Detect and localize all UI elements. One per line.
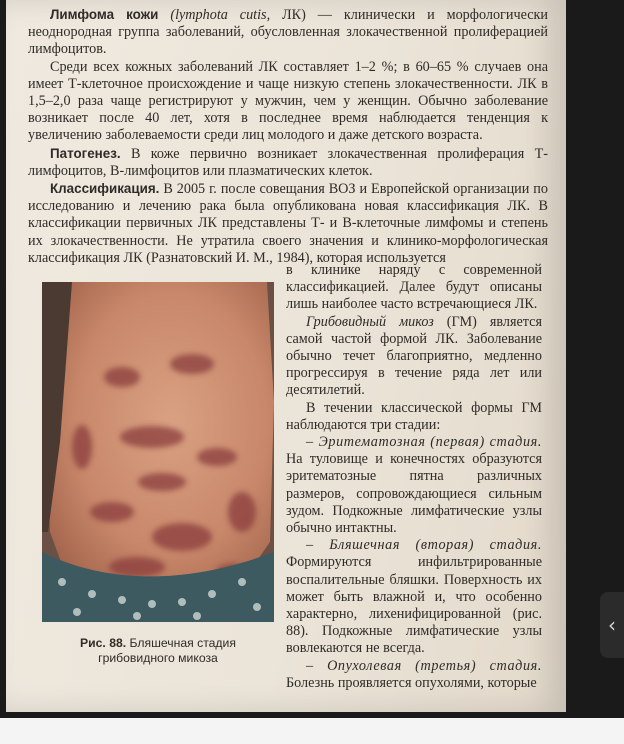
figure-caption-text: Бляшечная стадия грибовидного микоза (98, 636, 236, 665)
figure-label: Рис. 88. (80, 636, 127, 650)
paragraph-epidemiology: Среди всех кожных заболеваний ЛК составляет 1–2 %; в 60–65 % случаев она имеет Т-клеточное происхождение и чаще низкую степень злокачественности. ЛК в 1,5–2,0 раза чаще регистрируют у мужчин, чем у женщин. Обычно заболевание возникает после 40 лет, хотя в последнее время наблюдается тенденция к увеличению заболеваемости среди лиц молодого и даже детского возраста. (28, 58, 548, 144)
paragraph-continuation: в клинике наряду с современной классификацией. Далее будут описаны лишь наиболее часто встречающиеся ЛК. (286, 262, 542, 313)
mycosis-text: (ГМ) является самой частой формой ЛК. Заболевание обычно течет благоприятно, медленно прогрессируя в течение ряда лет или десятилетий. (286, 313, 543, 399)
heading-pathogenesis: Патогенез. (50, 145, 121, 161)
paragraph-stages-intro: В течении классической формы ГМ наблюдаются три стадии: (286, 399, 542, 433)
paragraph-stage-2 (286, 537, 542, 657)
paragraph-pathogenesis (28, 145, 548, 180)
latin-term: (lymphota cutis, (170, 7, 271, 23)
previous-page-button[interactable] (600, 592, 624, 658)
paragraph-stage-3 (286, 658, 542, 692)
stage-1-title: – Эритематозная (первая) стадия. (306, 434, 542, 451)
stage-2-title: – Бляшечная (вторая) стадия. (306, 537, 542, 554)
stage-3-title: – Опухолевая (третья) стадия. (306, 657, 542, 674)
term-lymphoma: Лимфома кожи (50, 7, 159, 22)
heading-classification: Классификация. (50, 181, 160, 197)
stage-3-text: Болезнь проявляется опухолями, которые (286, 674, 537, 691)
definition-text: ЛК) — клинически и морфологически неоднородная группа заболеваний, обусловленная злокачественной пролиферацией лимфоцитов. (28, 7, 549, 58)
term-mycosis: Грибовидный микоз (306, 313, 434, 330)
stage-1-text: На туловище и конечностях образуются эритематозные пятна различных размеров, сопровождающиеся сильным зудом. Подкожные лимфатические узлы обычно интактны. (286, 451, 542, 537)
main-text (28, 6, 548, 267)
paragraph-mycosis (286, 314, 542, 400)
skin-lesions-photo (42, 282, 274, 622)
bottom-strip (0, 718, 624, 744)
paragraph-definition (28, 6, 548, 59)
chevron-left-icon: ‹ (608, 613, 616, 637)
figure-caption (48, 636, 268, 666)
stage-2-text: Формируются инфильтрированные воспалительные бляшки. Поверхность их может быть влажной и, что особенно характерно, лихенифицированной (рис. 88). Подкожные лимфатические узлы вовлекаются не всегда. (286, 554, 542, 657)
paragraph-classification (28, 180, 548, 267)
pathogenesis-text: В коже первично возникает злокачественная пролиферация Т-лимфоцитов, В-лимфоцитов или плазматических клеток. (28, 145, 549, 179)
book-page (6, 0, 566, 712)
paragraph-stage-1 (286, 434, 542, 537)
classification-text: В 2005 г. после совещания ВОЗ и Европейской организации по исследованию и лечению рака была опубликована новая классификация ЛК. В классификации первичных ЛК представлены Т- и В-клеточные лимфомы и степень их злокачественности. Не утратила своего значения и клинико-морфологическая классификация ЛК (Разнатовский И. М., 1984), которая используется (28, 181, 548, 266)
right-column-text (286, 262, 542, 692)
figure-photo (42, 282, 274, 622)
